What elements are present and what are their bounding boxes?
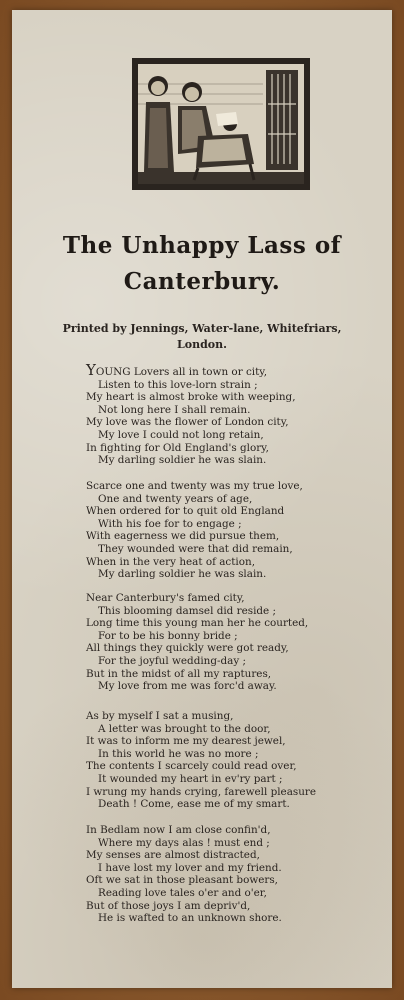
verse-line: All things they quickly were got ready, (86, 642, 289, 655)
verse-line: They wounded were that did remain, (98, 542, 293, 555)
verse-line: One and twenty years of age, (98, 492, 253, 505)
woodcut-image (138, 64, 304, 184)
verse-line: I have lost my lover and my friend. (98, 861, 282, 874)
broadside-sheet (12, 10, 392, 988)
verse-line: In this world he was no more ; (98, 747, 259, 760)
verse-line: For to be his bonny bride ; (98, 629, 238, 642)
verse-line: When ordered for to quit old England (86, 505, 285, 518)
ballad-title-line-1: The Unhappy Lass of (62, 232, 342, 259)
verse-line: I wrung my hands crying, farewell pleasure (86, 785, 317, 798)
verse-line: But in the midst of all my raptures, (86, 667, 272, 680)
verse-line: Oft we sat in those pleasant bowers, (86, 874, 278, 887)
verse-line: In fighting for Old England's glory, (86, 441, 269, 454)
verse-line: Long time this young man her he courted, (86, 617, 309, 630)
verse-line: It wounded my heart in ev'ry part ; (98, 772, 283, 785)
verse-line: With eagerness we did pursue them, (86, 530, 280, 543)
verse-line: Not long here I shall remain. (98, 403, 251, 416)
verse-line: My love I could not long retain, (98, 428, 264, 441)
verse-line: My heart is almost broke with weeping, (86, 391, 296, 404)
verse-line: Death ! Come, ease me of my smart. (98, 798, 290, 811)
verse-line: My love was the flower of London city, (86, 416, 289, 429)
stanza-5 (86, 824, 386, 925)
verse-line: For the joyful wedding-day ; (98, 654, 247, 667)
verse-line: Scarce one and twenty was my true love, (86, 480, 303, 492)
verse-line: It was to inform me my dearest jewel, (86, 735, 286, 748)
verse-line: My darling soldier he was slain. (98, 568, 267, 581)
ballad-title-line-2: Canterbury. (123, 268, 281, 295)
printer-imprint-line-2: London. (177, 338, 227, 351)
verse-line: He is wafted to an unknown shore. (98, 912, 282, 925)
verse-line: The contents I scarcely could read over, (86, 760, 297, 773)
verse-line: When in the very heat of action, (86, 555, 255, 568)
verse-line: A letter was brought to the door, (98, 722, 271, 735)
stanza-2 (86, 480, 386, 581)
verse-line: My senses are almost distracted, (86, 849, 260, 862)
stanza-3 (86, 592, 386, 693)
verse-line: Listen to this love-lorn strain ; (98, 378, 258, 391)
stanza-4 (86, 710, 386, 811)
woodcut-illustration (132, 58, 310, 190)
verse-line: In Bedlam now I am close confin'd, (86, 824, 271, 836)
verse-line: My darling soldier he was slain. (98, 454, 267, 467)
verse-line: Where my days alas ! must end ; (98, 836, 270, 849)
verse-line: Near Canterbury's famed city, (86, 592, 245, 604)
printer-imprint-line-1: Printed by Jennings, Water-lane, Whitefriars, (62, 322, 342, 335)
verse-line: YOUNG Lovers all in town or city, (86, 361, 268, 379)
stanza-1 (86, 361, 386, 467)
verse-line: This blooming damsel did reside ; (98, 604, 277, 617)
verse-line: With his foe for to engage ; (98, 517, 242, 530)
verse-line: But of those joys I am depriv'd, (86, 899, 251, 912)
verse-line: Reading love tales o'er and o'er, (98, 886, 267, 899)
verse-line: As by myself I sat a musing, (86, 710, 234, 722)
verse-line: My love from me was forc'd away. (98, 680, 277, 693)
